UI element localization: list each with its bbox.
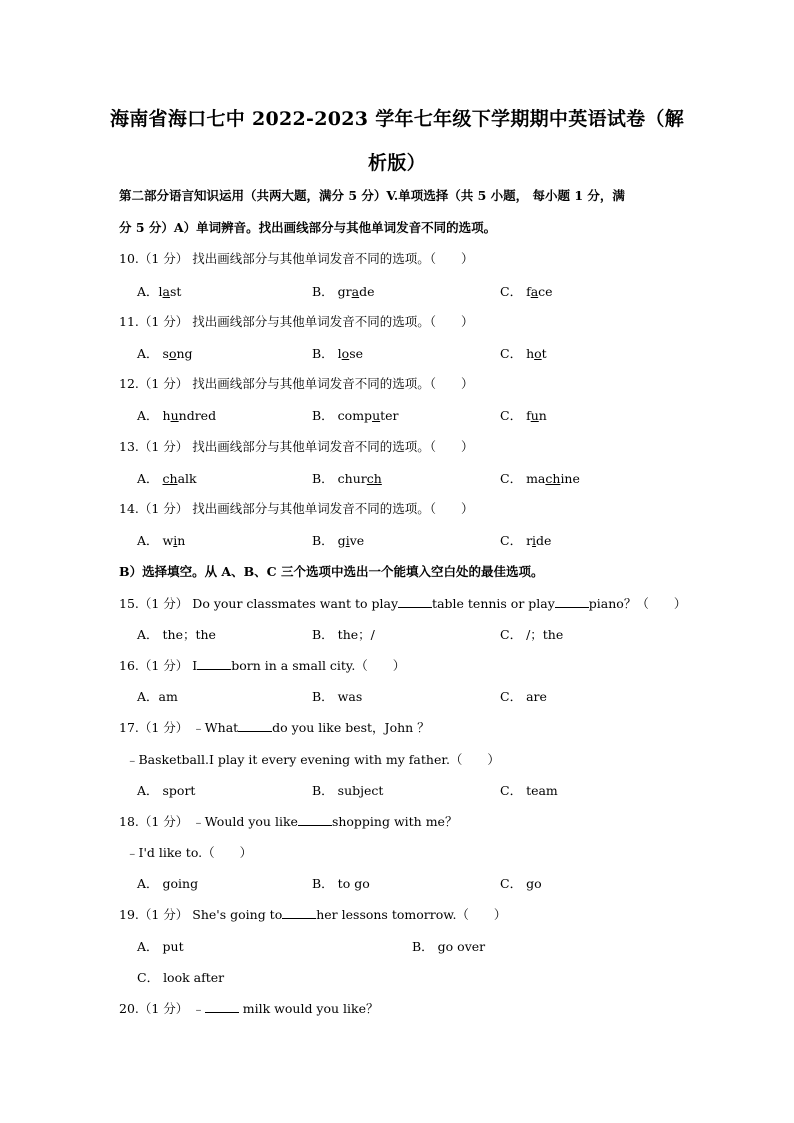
q13-option-c[interactable]: C． machine bbox=[500, 471, 580, 486]
q14-option-a[interactable]: A． win bbox=[137, 533, 186, 548]
question-17: 17.（1 分） ﹣What do you like best，John ？ bbox=[119, 720, 430, 735]
q18-option-a[interactable]: A． going bbox=[137, 876, 199, 891]
question-number: 14.（1 分） bbox=[119, 501, 189, 516]
q16-option-b[interactable]: B． was bbox=[312, 689, 363, 704]
page-title-line-2: 析版） bbox=[368, 152, 426, 174]
q18-option-c[interactable]: C． go bbox=[500, 876, 542, 891]
q15-option-b[interactable]: B． the；/ bbox=[312, 627, 375, 642]
q12-option-c[interactable]: C． fun bbox=[500, 408, 547, 423]
q14-option-c[interactable]: C． ride bbox=[500, 533, 552, 548]
question-number: 12.（1 分） bbox=[119, 376, 189, 391]
question-14 bbox=[119, 499, 474, 517]
answer-blank bbox=[197, 657, 231, 670]
q19-option-b[interactable]: B． go over bbox=[412, 939, 486, 954]
q13-option-b[interactable]: B． church bbox=[312, 471, 382, 486]
question-19: 19.（1 分） She's going to her lessons tomorrow.（ ） bbox=[119, 907, 507, 922]
q11-option-b[interactable]: B． lose bbox=[312, 346, 364, 361]
question-18: 18.（1 分） ﹣Would you like shopping with me？ bbox=[119, 814, 458, 829]
question-number: 10.（1 分） bbox=[119, 251, 189, 266]
question-11 bbox=[119, 312, 474, 330]
q15-option-c[interactable]: C． /；the bbox=[500, 627, 564, 642]
q17-reply: ﹣Basketball.I play it every evening with my father.（ ） bbox=[126, 752, 500, 767]
answer-blank bbox=[282, 906, 316, 919]
q16-option-c[interactable]: C． are bbox=[500, 689, 547, 704]
q11-option-a[interactable]: A． song bbox=[137, 346, 193, 361]
part2-header-line-1: 第二部分语言知识运用（共两大题，满分 5 分）V.单项选择（共 5 小题， 每小题 1 分，满 bbox=[119, 188, 625, 203]
q13-option-a[interactable]: A． chalk bbox=[137, 471, 197, 486]
section-b-header: B）选择填空。从 A、B、C 三个选项中选出一个能填入空白处的最佳选项。 bbox=[119, 564, 544, 579]
question-13 bbox=[119, 437, 474, 455]
question-stem: 找出画线部分与其他单词发音不同的选项。（ ） bbox=[192, 439, 474, 454]
answer-blank bbox=[205, 1000, 239, 1013]
q17-option-a[interactable]: A． sport bbox=[137, 783, 196, 798]
q19-option-a[interactable]: A． put bbox=[137, 939, 184, 954]
question-16: 16.（1 分） I born in a small city.（ ） bbox=[119, 658, 406, 673]
q10-option-c[interactable]: C． face bbox=[500, 284, 553, 299]
question-stem: 找出画线部分与其他单词发音不同的选项。（ ） bbox=[192, 376, 474, 391]
question-15: 15.（1 分） Do your classmates want to play table tennis or play piano？（ ） bbox=[119, 596, 687, 611]
q11-option-c[interactable]: C． hot bbox=[500, 346, 547, 361]
q12-option-b[interactable]: B． computer bbox=[312, 408, 399, 423]
q10-option-b[interactable]: B． grade bbox=[312, 284, 375, 299]
q18-option-b[interactable]: B． to go bbox=[312, 876, 370, 891]
question-stem: 找出画线部分与其他单词发音不同的选项。（ ） bbox=[192, 501, 474, 516]
question-stem: 找出画线部分与其他单词发音不同的选项。（ ） bbox=[192, 314, 474, 329]
page-title-line-1: 海南省海口七中 2022-2023 学年七年级下学期期中英语试卷（解 bbox=[109, 108, 685, 130]
question-12 bbox=[119, 374, 474, 392]
q12-option-a[interactable]: A． hundred bbox=[137, 408, 217, 423]
question-number: 13.（1 分） bbox=[119, 439, 189, 454]
q19-option-c[interactable]: C． look after bbox=[137, 970, 225, 985]
answer-blank bbox=[298, 813, 332, 826]
part2-header-line-2: 分 5 分）A）单词辨音。找出画线部分与其他单词发音不同的选项。 bbox=[119, 220, 497, 235]
q14-option-b[interactable]: B． give bbox=[312, 533, 365, 548]
question-20: 20.（1 分） ﹣ milk would you like？ bbox=[119, 1001, 379, 1016]
q16-option-a[interactable]: A．am bbox=[137, 689, 178, 704]
question-10 bbox=[119, 249, 474, 267]
q17-option-c[interactable]: C． team bbox=[500, 783, 558, 798]
question-number: 11.（1 分） bbox=[119, 314, 189, 329]
q18-reply: ﹣I'd like to.（ ） bbox=[126, 845, 253, 860]
q10-option-a[interactable]: A．last bbox=[137, 284, 182, 299]
answer-blank bbox=[555, 595, 589, 608]
answer-blank bbox=[398, 595, 432, 608]
answer-blank bbox=[238, 719, 272, 732]
question-stem: 找出画线部分与其他单词发音不同的选项。（ ） bbox=[192, 251, 474, 266]
q15-option-a[interactable]: A． the；the bbox=[137, 627, 216, 642]
q17-option-b[interactable]: B． subject bbox=[312, 783, 384, 798]
